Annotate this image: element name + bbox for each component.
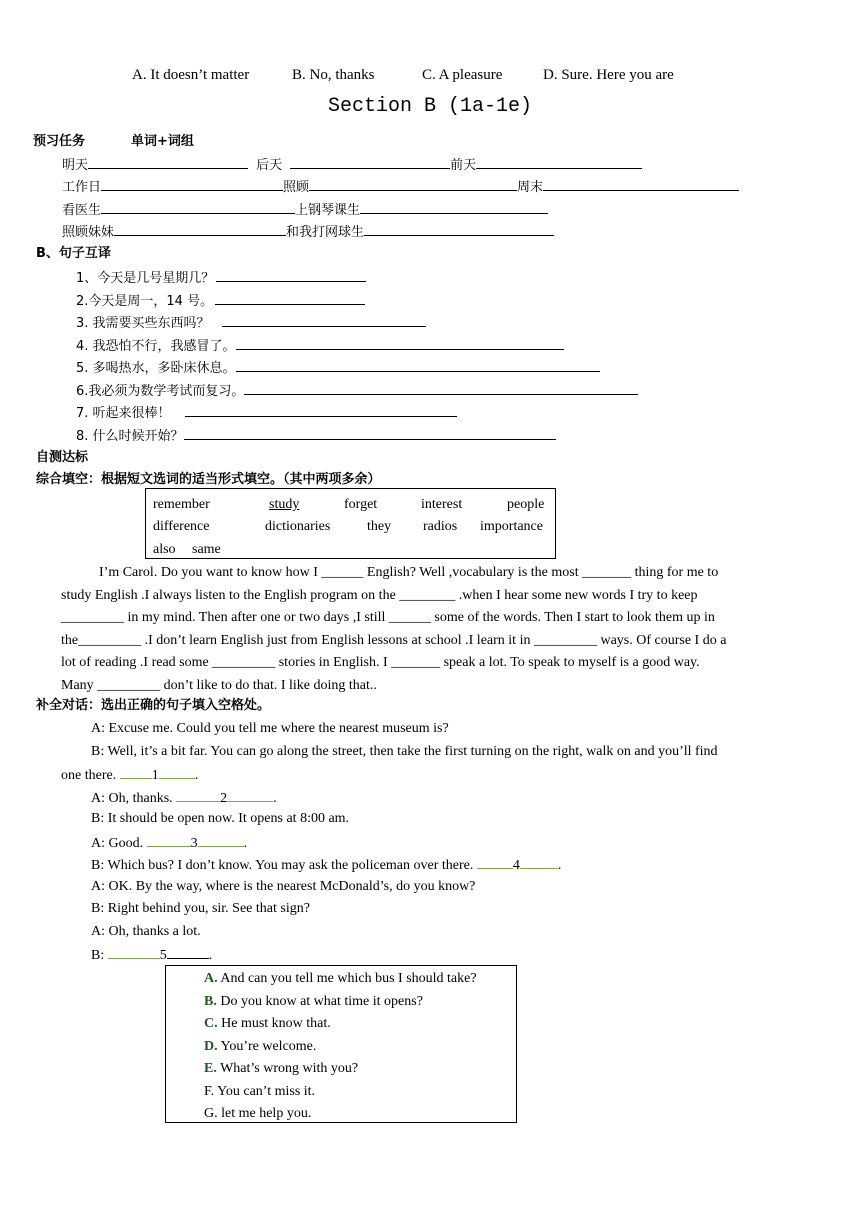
sentence-item: 7. 听起来很棒！ bbox=[76, 404, 457, 422]
answer-blank[interactable] bbox=[476, 156, 642, 169]
answer-blank[interactable] bbox=[236, 359, 600, 372]
option-item: E. What’s wrong with you? bbox=[204, 1061, 359, 1076]
word-bank-item: forget bbox=[344, 497, 378, 512]
option-d: D. Sure. Here you are bbox=[543, 67, 674, 83]
sentence-item: 1、今天是几号星期几？ bbox=[76, 269, 366, 287]
word-bank bbox=[145, 488, 556, 559]
vocab-item: 明天 bbox=[62, 158, 89, 173]
blank-4-left[interactable] bbox=[477, 856, 513, 869]
blank-number: 1 bbox=[151, 768, 159, 783]
blank-3-left[interactable] bbox=[147, 834, 191, 847]
vocab-item: 上钢琴课生 bbox=[295, 203, 361, 218]
section-b-heading: B、句子互译 bbox=[36, 246, 111, 261]
answer-blank[interactable] bbox=[543, 178, 739, 191]
vocab-item: 照顾 bbox=[283, 180, 310, 195]
option-b: B. No, thanks bbox=[292, 67, 375, 83]
vocab-item: 周末 bbox=[517, 180, 544, 195]
sentence-item: 4. 我恐怕不行，我感冒了。 bbox=[76, 337, 564, 355]
blank-number: 5 bbox=[159, 948, 167, 963]
answer-blank[interactable] bbox=[309, 178, 517, 191]
dialogue-line: A: OK. By the way, where is the nearest McDonald’s, do you know? bbox=[91, 879, 476, 894]
self-test-heading: 自测达标 bbox=[36, 450, 89, 465]
word-bank-item: remember bbox=[153, 497, 210, 512]
vocab-row-2 bbox=[62, 178, 739, 196]
blank-3-right[interactable] bbox=[198, 834, 244, 847]
answer-blank[interactable] bbox=[101, 201, 295, 214]
dialogue-line: A: Excuse me. Could you tell me where the nearest museum is? bbox=[91, 721, 449, 736]
dialogue-line: A: Oh, thanks a lot. bbox=[91, 924, 201, 939]
option-a: A. It doesn’t matter bbox=[132, 67, 250, 83]
blank-5-right[interactable] bbox=[167, 946, 209, 959]
vocab-row-1 bbox=[62, 156, 642, 174]
answer-blank[interactable] bbox=[216, 269, 366, 282]
option-c: C. A pleasure bbox=[422, 67, 503, 83]
vocab-row-3 bbox=[62, 201, 548, 219]
dialogue-options-box bbox=[165, 965, 517, 1123]
passage-line: the_________ .I don’t learn English just from English lessons at school .I learn it in _________ ways. Of course I do a bbox=[61, 633, 727, 648]
answer-blank[interactable] bbox=[184, 427, 556, 440]
word-bank-item: they bbox=[367, 519, 392, 534]
blank-2-right[interactable] bbox=[227, 789, 273, 802]
vocab-item: 后天 bbox=[256, 158, 283, 173]
passage-line: _________ in my mind. Then after one or two days ,I still ______ some of the words. Then I start to look them up in bbox=[61, 610, 715, 625]
option-item: G. let me help you. bbox=[204, 1106, 312, 1121]
blank-1-left[interactable] bbox=[120, 766, 152, 779]
word-bank-item: same bbox=[192, 542, 221, 557]
section-title: Section B (1a-1e) bbox=[327, 95, 533, 118]
passage-line: study English .I always listen to the English program on the ________ .when I hear some new words I try to keep bbox=[61, 588, 698, 603]
word-bank-item: study bbox=[269, 497, 300, 512]
blank-4-right[interactable] bbox=[520, 856, 558, 869]
sentence-item: 2.今天是周一，14 号。 bbox=[76, 292, 365, 310]
passage-line: Many _________ don’t like to do that. I like doing that.. bbox=[61, 678, 377, 693]
vocab-row-4 bbox=[62, 223, 554, 241]
cloze-heading: 综合填空：根据短文选词的适当形式填空。（其中两项多余） bbox=[36, 472, 381, 487]
word-bank-item: interest bbox=[421, 497, 463, 512]
answer-blank[interactable] bbox=[236, 337, 564, 350]
answer-blank[interactable] bbox=[222, 314, 426, 327]
answer-blank[interactable] bbox=[215, 292, 365, 305]
sentence-item: 6.我必须为数学考试而复习。 bbox=[76, 382, 638, 400]
dialogue-heading: 补全对话：选出正确的句子填入空格处。 bbox=[36, 698, 271, 713]
dialogue-line: A: Oh, thanks. 2 . bbox=[91, 791, 277, 806]
option-item: B. Do you know at what time it opens? bbox=[204, 994, 423, 1009]
answer-blank[interactable] bbox=[364, 223, 554, 236]
blank-number: 2 bbox=[220, 791, 228, 806]
passage-line: lot of reading .I read some _________ stories in English. I _______ speak a lot. To speak to myself is a good way. bbox=[61, 655, 700, 670]
word-bank-item: also bbox=[153, 542, 176, 557]
dialogue-line: B: Well, it’s a bit far. You can go along the street, then take the first turning on the right, walk on and you’ll find bbox=[91, 744, 718, 759]
answer-blank[interactable] bbox=[114, 223, 286, 236]
answer-blank[interactable] bbox=[88, 156, 248, 169]
blank-2-left[interactable] bbox=[176, 789, 220, 802]
dialogue-line: B: Right behind you, sir. See that sign? bbox=[91, 901, 310, 916]
answer-blank[interactable] bbox=[185, 404, 457, 417]
option-item: C. He must know that. bbox=[204, 1016, 331, 1031]
word-bank-item: people bbox=[507, 497, 545, 512]
vocab-item: 前天 bbox=[450, 158, 477, 173]
passage-line: I’m Carol. Do you want to know how I ______ English? Well ,vocabulary is the most _______ thing for me to bbox=[99, 565, 719, 580]
option-item: F. You can’t miss it. bbox=[204, 1084, 316, 1099]
answer-blank[interactable] bbox=[290, 156, 450, 169]
word-bank-item: difference bbox=[153, 519, 210, 534]
dialogue-line: B: 5 . bbox=[91, 948, 213, 963]
vocab-item: 和我打网球生 bbox=[286, 225, 365, 240]
dialogue-line: B: Which bus? I don’t know. You may ask the policeman over there. 4 . bbox=[91, 858, 562, 873]
preview-heading: 预习任务 bbox=[33, 134, 86, 149]
option-item: D. You’re welcome. bbox=[204, 1039, 317, 1054]
word-bank-item: dictionaries bbox=[265, 519, 331, 534]
sentence-item: 3. 我需要买些东西吗？ bbox=[76, 314, 426, 332]
dialogue-line: B: It should be open now. It opens at 8:00 am. bbox=[91, 811, 350, 826]
dialogue-line: one there. 1 . bbox=[61, 768, 199, 783]
vocab-item: 照顾妹妹 bbox=[62, 225, 115, 240]
blank-number: 4 bbox=[512, 858, 520, 873]
dialogue-line: A: Good. 3 . bbox=[91, 836, 248, 851]
answer-blank[interactable] bbox=[244, 382, 638, 395]
vocab-item: 看医生 bbox=[62, 203, 102, 218]
blank-1-right[interactable] bbox=[159, 766, 195, 779]
preview-sub: 单词+词组 bbox=[131, 134, 194, 149]
sentence-item: 5. 多喝热水，多卧床休息。 bbox=[76, 359, 600, 377]
answer-blank[interactable] bbox=[101, 178, 283, 191]
option-item: A. And can you tell me which bus I should take? bbox=[204, 971, 477, 986]
word-bank-item: radios bbox=[423, 519, 458, 534]
answer-blank[interactable] bbox=[360, 201, 548, 214]
sentence-item: 8. 什么时候开始？ bbox=[76, 427, 556, 445]
word-bank-item: importance bbox=[480, 519, 543, 534]
vocab-item: 工作日 bbox=[62, 180, 102, 195]
blank-5-left[interactable] bbox=[108, 946, 160, 959]
blank-number: 3 bbox=[190, 836, 198, 851]
